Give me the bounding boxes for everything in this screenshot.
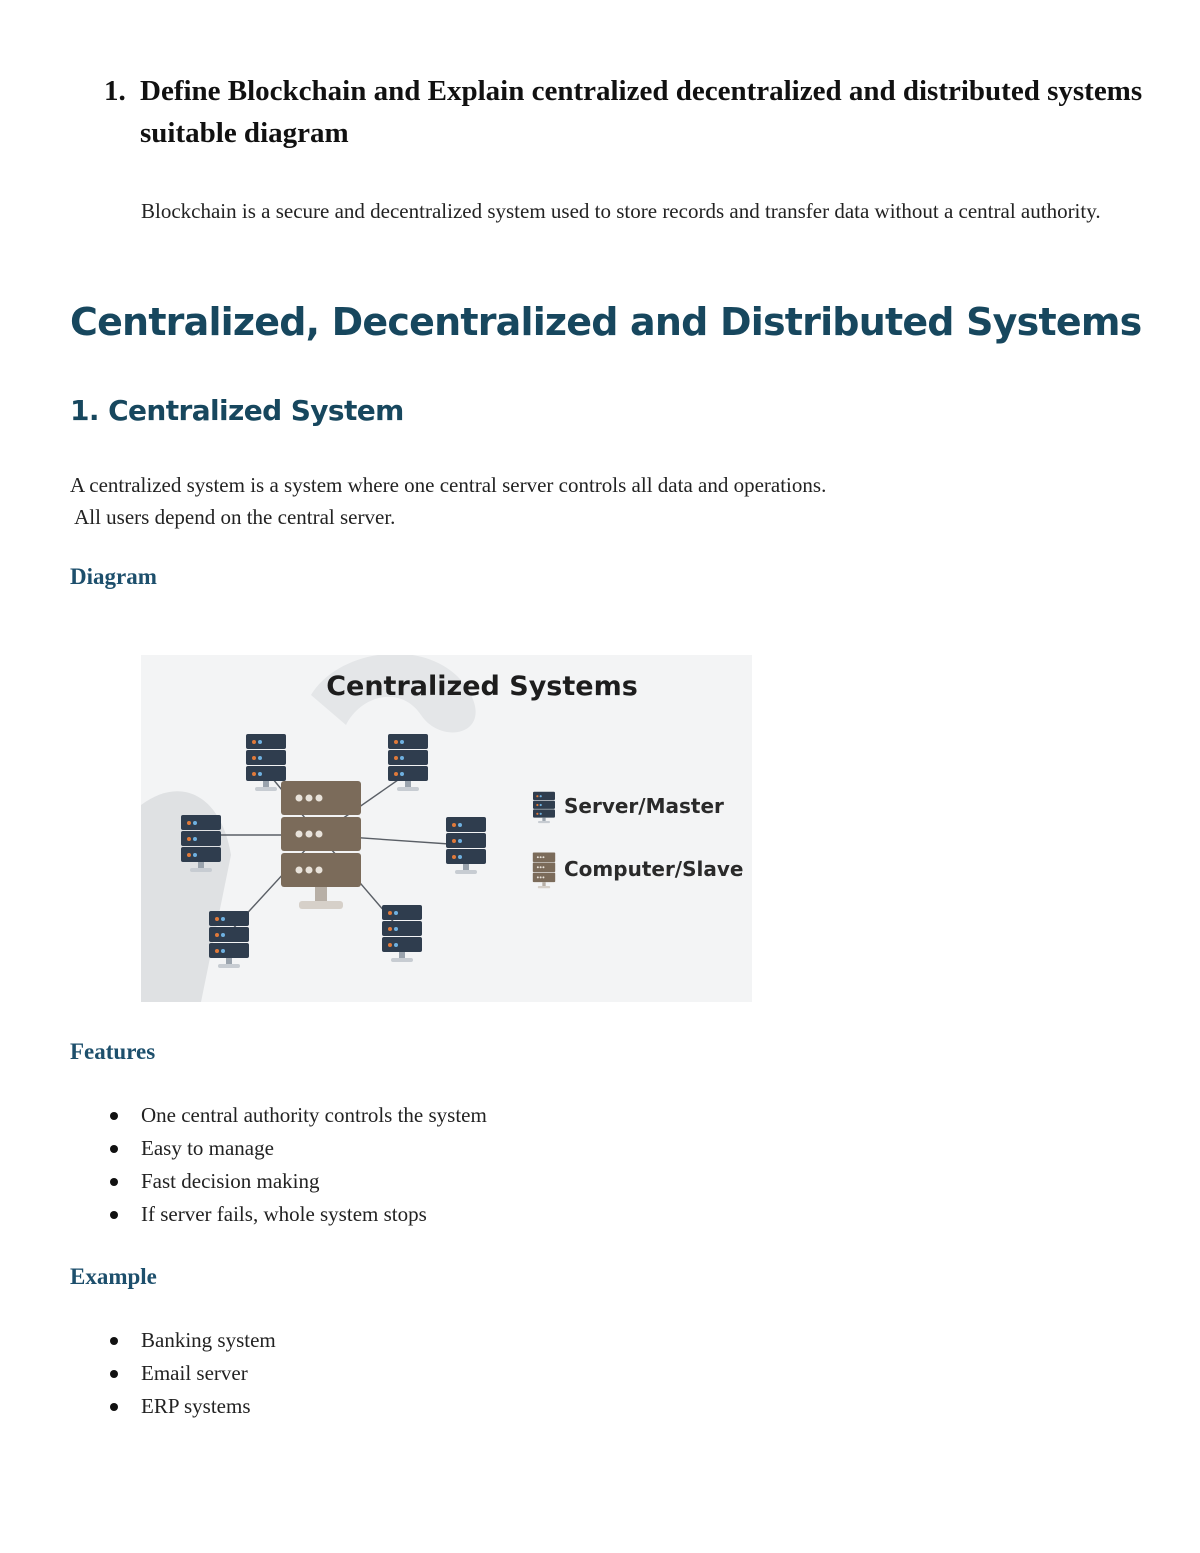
bullet-icon: [110, 1211, 118, 1219]
legend-computer-slave: [533, 852, 744, 888]
server-node-icon: [209, 911, 249, 968]
bullet-icon: [110, 1178, 118, 1186]
legend-server-master: [533, 792, 724, 823]
centralized-systems-figure: [141, 655, 752, 1002]
server-node-icon: [382, 905, 422, 962]
server-node-icon: [446, 817, 486, 874]
bullet-icon: [110, 1145, 118, 1153]
question-text: Define Blockchain and Explain centralized decentralized and distributed systems suitable diagram: [140, 75, 1143, 149]
features-list: [104, 1099, 487, 1231]
dark-server-icon: [533, 792, 555, 823]
list-item: ERP systems: [104, 1390, 276, 1423]
description-line: All users depend on the central server.: [70, 505, 396, 529]
features-heading: Features: [70, 1039, 156, 1064]
server-node-icon: [246, 734, 286, 791]
list-item: Banking system: [104, 1324, 276, 1357]
figure-title: Centralized Systems: [326, 671, 638, 702]
list-item: Fast decision making: [104, 1165, 487, 1198]
question-number: 1.: [104, 75, 126, 107]
legend-computer-label: Computer/Slave: [564, 857, 744, 881]
legend-server-label: Server/Master: [564, 794, 724, 818]
diagram-heading: Diagram: [70, 564, 157, 589]
subsection-title: 1. Centralized System: [70, 394, 404, 427]
list-item: If server fails, whole system stops: [104, 1198, 487, 1231]
bullet-icon: [110, 1337, 118, 1345]
centralized-description: [70, 469, 1150, 533]
brown-server-icon: [533, 852, 555, 888]
definition-paragraph: Blockchain is a secure and decentralized system used to store records and transfer data without a central authority.: [141, 199, 1101, 223]
list-item: One central authority controls the system: [104, 1099, 487, 1132]
bullet-icon: [110, 1403, 118, 1411]
example-heading: Example: [70, 1264, 157, 1289]
bullet-icon: [110, 1112, 118, 1120]
example-list: [104, 1324, 276, 1423]
central-server-icon: [281, 781, 361, 909]
description-line: A centralized system is a system where one central server controls all data and operations.: [70, 473, 827, 497]
bullet-icon: [110, 1370, 118, 1378]
list-item: Email server: [104, 1357, 276, 1390]
section-title: Centralized, Decentralized and Distributed Systems: [70, 300, 1142, 344]
list-item: Easy to manage: [104, 1132, 487, 1165]
question-title: [104, 70, 1144, 154]
